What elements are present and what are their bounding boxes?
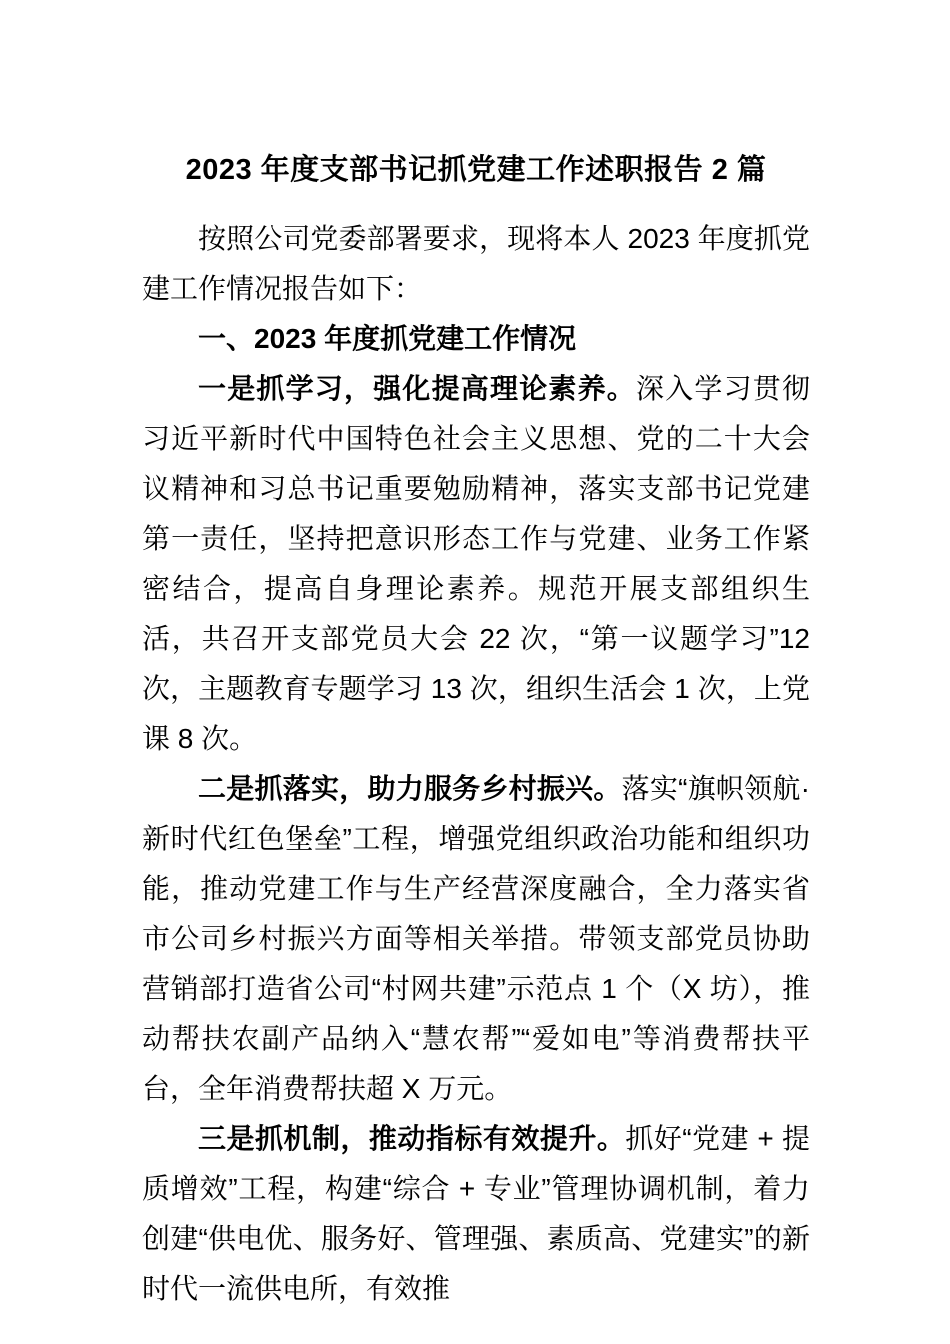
- body-paragraph-3: [142, 1114, 810, 1314]
- section-heading: 一、2023 年度抓党建工作情况: [198, 323, 577, 354]
- body-paragraph-2: [142, 764, 810, 1114]
- paragraph-text: 抓好“党建 + 提质增效”工程，构建“综合 + 专业”管理协调机制，着力创建“供电优、服务好、管理强、素质高、党建实”的新时代一流供电所，有效推: [142, 1123, 810, 1304]
- paragraph-lead: 二是抓落实，助力服务乡村振兴。: [198, 773, 622, 804]
- paragraph-lead: 一是抓学习，强化提高理论素养。: [198, 373, 636, 404]
- paragraph-lead: 三是抓机制，推动指标有效提升。: [198, 1123, 626, 1154]
- intro-paragraph: 按照公司党委部署要求，现将本人 2023 年度抓党建工作情况报告如下：: [142, 223, 810, 304]
- body-paragraph-1: [142, 364, 810, 764]
- document-title: 2023 年度支部书记抓党建工作述职报告 2 篇: [185, 154, 767, 186]
- paragraph-text: 深入学习贯彻习近平新时代中国特色社会主义思想、党的二十大会议精神和习总书记重要勉励精神，落实支部书记党建第一责任，坚持把意识形态工作与党建、业务工作紧密结合，提高自身理论素养。规范开展支部组织生活，共召开支部党员大会 22 次，“第一议题学习”12 次，主题教育专题学习 13 次，组织生活会 1 次，上党课 8 次。: [142, 373, 810, 754]
- paragraph-text: 落实“旗帜领航·新时代红色堡垒”工程，增强党组织政治功能和组织功能，推动党建工作与生产经营深度融合，全力落实省市公司乡村振兴方面等相关举措。带领支部党员协助营销部打造省公司“村网共建”示范点 1 个（X 坊），推动帮扶农副产品纳入“慧农帮”“爱如电”等消费帮扶平台，全年消费帮扶超 X 万元。: [142, 773, 810, 1104]
